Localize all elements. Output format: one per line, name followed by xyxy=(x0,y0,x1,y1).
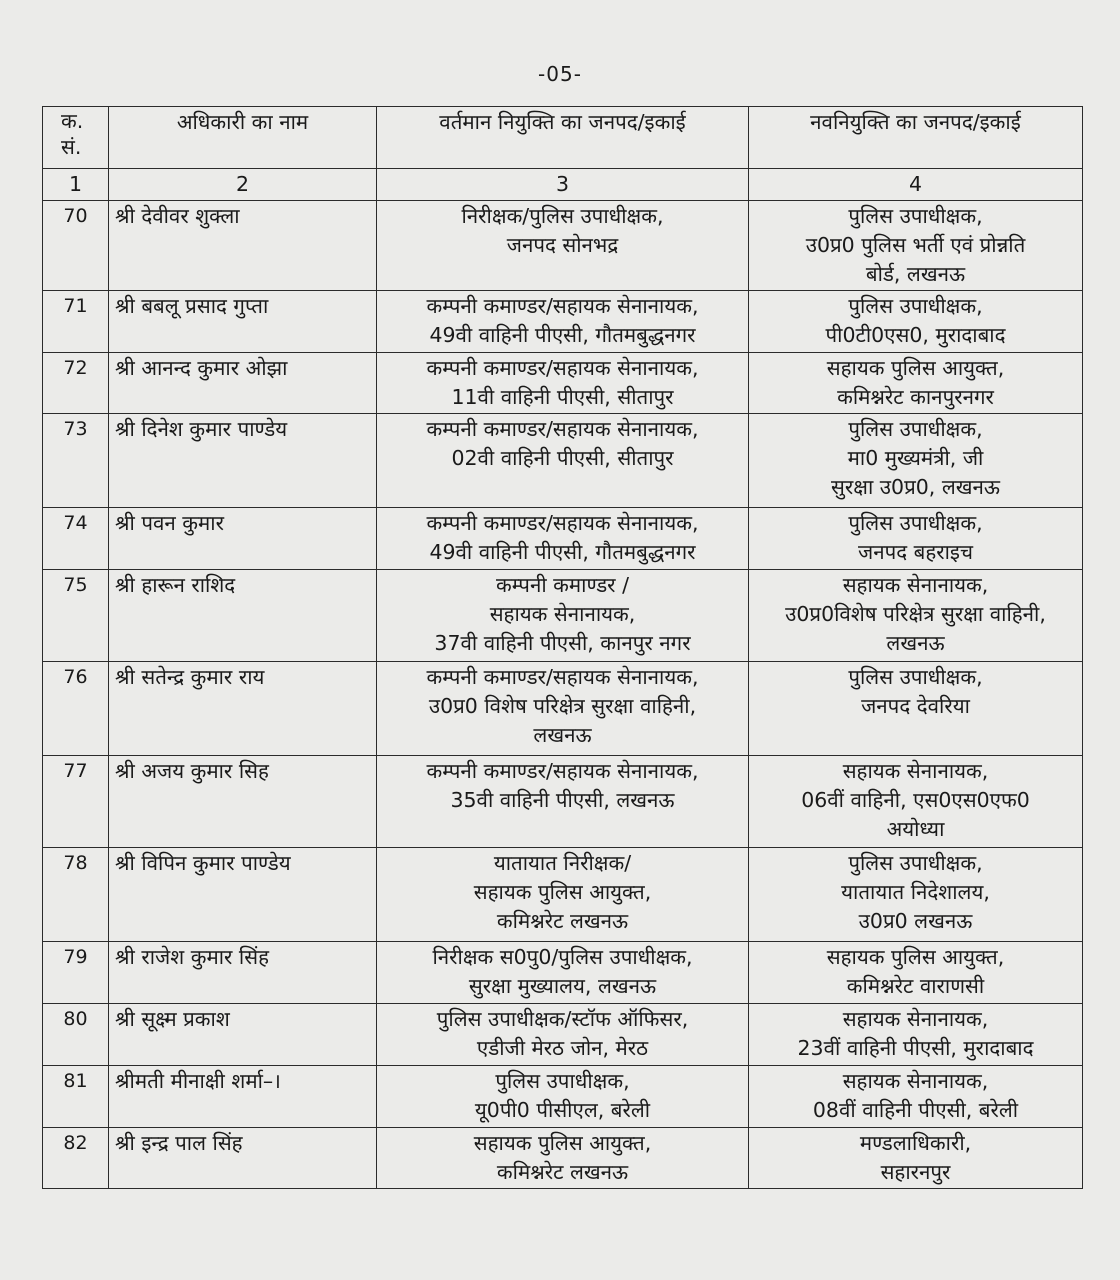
table-row xyxy=(43,942,1083,1004)
column-number: 3 xyxy=(377,169,749,201)
serial-header-line: सं. xyxy=(61,135,82,159)
current-posting-line: कम्पनी कमाण्डर/सहायक सेनानायक, xyxy=(426,417,699,441)
officer-name-cell: श्री राजेश कुमार सिंह xyxy=(109,942,377,1004)
officer-name-cell: श्री सूक्ष्म प्रकाश xyxy=(109,1004,377,1066)
current-posting-line: एडीजी मेरठ जोन, मेरठ xyxy=(476,1036,649,1060)
table-body xyxy=(43,201,1083,1189)
current-posting-line: 11वी वाहिनी पीएसी, सीतापुर xyxy=(451,385,674,409)
column-number-row xyxy=(43,169,1083,201)
new-posting-cell xyxy=(749,1128,1083,1189)
column-number: 4 xyxy=(749,169,1083,201)
table-row xyxy=(43,291,1083,353)
serial-number-cell: 82 xyxy=(43,1128,109,1189)
current-posting-line: 35वी वाहिनी पीएसी, लखनऊ xyxy=(450,788,675,812)
posting-table xyxy=(42,106,1083,1189)
new-posting-line: सहायक सेनानायक, xyxy=(842,1069,989,1093)
new-posting-line: मा0 मुख्यमंत्री, जी xyxy=(847,446,984,470)
new-posting-cell xyxy=(749,508,1083,570)
serial-number-cell: 71 xyxy=(43,291,109,353)
new-posting-cell xyxy=(749,570,1083,662)
table-row xyxy=(43,201,1083,291)
table-row xyxy=(43,756,1083,848)
new-posting-line: सहायक सेनानायक, xyxy=(842,573,989,597)
new-posting-line: सहारनपुर xyxy=(880,1160,951,1184)
current-posting-line: उ0प्र0 विशेष परिक्षेत्र सुरक्षा वाहिनी, xyxy=(428,694,697,718)
new-posting-line: जनपद देवरिया xyxy=(861,694,970,718)
current-posting-cell xyxy=(377,1004,749,1066)
new-posting-line: मण्डलाधिकारी, xyxy=(859,1131,972,1155)
new-posting-header: नवनियुक्ति का जनपद/इकाई xyxy=(749,107,1083,169)
serial-number-cell: 79 xyxy=(43,942,109,1004)
current-posting-line: कम्पनी कमाण्डर / xyxy=(496,573,629,597)
new-posting-cell xyxy=(749,1066,1083,1128)
new-posting-line: सहायक पुलिस आयुक्त, xyxy=(826,945,1005,969)
officer-name-cell: श्री आनन्द कुमार ओझा xyxy=(109,353,377,414)
table-row xyxy=(43,662,1083,756)
new-posting-line: कमिश्नरेट वाराणसी xyxy=(846,974,985,998)
current-posting-cell xyxy=(377,570,749,662)
current-posting-line: 49वी वाहिनी पीएसी, गौतमबुद्धनगर xyxy=(429,540,696,564)
serial-header-line: क. xyxy=(61,109,84,133)
current-posting-line: पुलिस उपाधीक्षक, xyxy=(495,1069,630,1093)
current-posting-cell xyxy=(377,662,749,756)
new-posting-line: सहायक सेनानायक, xyxy=(842,759,989,783)
new-posting-cell xyxy=(749,353,1083,414)
new-posting-line: पुलिस उपाधीक्षक, xyxy=(848,665,983,689)
new-posting-line: 06वीं वाहिनी, एस0एस0एफ0 xyxy=(801,788,1030,812)
new-posting-line: पुलिस उपाधीक्षक, xyxy=(848,204,983,228)
table-row xyxy=(43,848,1083,942)
current-posting-line: यातायात निरीक्षक/ xyxy=(493,851,632,875)
new-posting-line: अयोध्या xyxy=(886,817,945,841)
current-posting-line: कम्पनी कमाण्डर/सहायक सेनानायक, xyxy=(426,759,699,783)
serial-number-cell: 80 xyxy=(43,1004,109,1066)
new-posting-line: लखनऊ xyxy=(886,631,945,655)
current-posting-line: निरीक्षक स0पु0/पुलिस उपाधीक्षक, xyxy=(432,945,693,969)
current-posting-line: सहायक पुलिस आयुक्त, xyxy=(473,880,652,904)
current-posting-cell xyxy=(377,756,749,848)
table-row xyxy=(43,570,1083,662)
header-row xyxy=(43,107,1083,169)
officer-name-header: अधिकारी का नाम xyxy=(109,107,377,169)
current-posting-line: पुलिस उपाधीक्षक/स्टॉफ ऑफिसर, xyxy=(436,1007,689,1031)
current-posting-cell xyxy=(377,848,749,942)
current-posting-line: कम्पनी कमाण्डर/सहायक सेनानायक, xyxy=(426,294,699,318)
officer-name-cell: श्री पवन कुमार xyxy=(109,508,377,570)
officer-name-cell: श्री बबलू प्रसाद गुप्ता xyxy=(109,291,377,353)
serial-number-cell: 77 xyxy=(43,756,109,848)
new-posting-line: यातायात निदेशालय, xyxy=(841,880,990,904)
current-posting-cell xyxy=(377,942,749,1004)
officer-name-cell: श्री इन्द्र पाल सिंह xyxy=(109,1128,377,1189)
serial-number-cell: 70 xyxy=(43,201,109,291)
new-posting-line: उ0प्र0विशेष परिक्षेत्र सुरक्षा वाहिनी, xyxy=(785,602,1046,626)
current-posting-cell xyxy=(377,508,749,570)
current-posting-cell xyxy=(377,1128,749,1189)
new-posting-cell xyxy=(749,942,1083,1004)
current-posting-line: 37वी वाहिनी पीएसी, कानपुर नगर xyxy=(434,631,691,655)
serial-number-header xyxy=(43,107,109,169)
serial-number-cell: 72 xyxy=(43,353,109,414)
new-posting-line: सुरक्षा उ0प्र0, लखनऊ xyxy=(831,475,1000,499)
table-row xyxy=(43,1004,1083,1066)
new-posting-line: जनपद बहराइच xyxy=(857,540,973,564)
serial-number-cell: 76 xyxy=(43,662,109,756)
current-posting-line: निरीक्षक/पुलिस उपाधीक्षक, xyxy=(461,204,664,228)
new-posting-cell xyxy=(749,414,1083,508)
table-row xyxy=(43,1128,1083,1189)
serial-number-cell: 78 xyxy=(43,848,109,942)
current-posting-line: कम्पनी कमाण्डर/सहायक सेनानायक, xyxy=(426,511,699,535)
current-posting-line: 49वी वाहिनी पीएसी, गौतमबुद्धनगर xyxy=(429,323,696,347)
current-posting-line: कम्पनी कमाण्डर/सहायक सेनानायक, xyxy=(426,356,699,380)
officer-name-cell: श्री दिनेश कुमार पाण्डेय xyxy=(109,414,377,508)
current-posting-line: सहायक पुलिस आयुक्त, xyxy=(473,1131,652,1155)
current-posting-line: कमिश्नरेट लखनऊ xyxy=(496,909,629,933)
new-posting-cell xyxy=(749,848,1083,942)
current-posting-line: 02वी वाहिनी पीएसी, सीतापुर xyxy=(451,446,674,470)
current-posting-cell xyxy=(377,353,749,414)
current-posting-cell xyxy=(377,414,749,508)
new-posting-line: उ0प्र0 लखनऊ xyxy=(858,909,973,933)
current-posting-line: जनपद सोनभद्र xyxy=(506,233,619,257)
table-row xyxy=(43,1066,1083,1128)
new-posting-line: पुलिस उपाधीक्षक, xyxy=(848,851,983,875)
table-row xyxy=(43,508,1083,570)
new-posting-line: 08वीं वाहिनी पीएसी, बरेली xyxy=(812,1098,1019,1122)
page-number: -05- xyxy=(538,62,582,86)
current-posting-cell xyxy=(377,291,749,353)
new-posting-cell xyxy=(749,201,1083,291)
new-posting-cell xyxy=(749,291,1083,353)
serial-number-cell: 73 xyxy=(43,414,109,508)
officer-name-cell: श्री देवीवर शुक्ला xyxy=(109,201,377,291)
current-posting-cell xyxy=(377,201,749,291)
current-posting-line: कम्पनी कमाण्डर/सहायक सेनानायक, xyxy=(426,665,699,689)
current-posting-line: कमिश्नरेट लखनऊ xyxy=(496,1160,629,1184)
column-number: 1 xyxy=(43,169,109,201)
new-posting-line: बोर्ड, लखनऊ xyxy=(865,262,966,286)
serial-number-cell: 81 xyxy=(43,1066,109,1128)
table-row xyxy=(43,353,1083,414)
new-posting-line: पी0टी0एस0, मुरादाबाद xyxy=(825,323,1006,347)
serial-number-cell: 75 xyxy=(43,570,109,662)
new-posting-line: कमिश्नरेट कानपुरनगर xyxy=(837,385,994,409)
officer-name-cell: श्रीमती मीनाक्षी शर्मा–। xyxy=(109,1066,377,1128)
current-posting-header: वर्तमान नियुक्ति का जनपद/इकाई xyxy=(377,107,749,169)
officer-name-cell: श्री हारून राशिद xyxy=(109,570,377,662)
current-posting-line: सहायक सेनानायक, xyxy=(489,602,636,626)
table-row xyxy=(43,414,1083,508)
new-posting-cell xyxy=(749,756,1083,848)
new-posting-line: 23वीं वाहिनी पीएसी, मुरादाबाद xyxy=(797,1036,1034,1060)
column-number: 2 xyxy=(109,169,377,201)
current-posting-line: यू0पी0 पीसीएल, बरेली xyxy=(474,1098,651,1122)
new-posting-line: पुलिस उपाधीक्षक, xyxy=(848,511,983,535)
new-posting-cell xyxy=(749,1004,1083,1066)
officer-name-cell: श्री विपिन कुमार पाण्डेय xyxy=(109,848,377,942)
current-posting-cell xyxy=(377,1066,749,1128)
new-posting-line: उ0प्र0 पुलिस भर्ती एवं प्रोन्नति xyxy=(805,233,1026,257)
current-posting-line: सुरक्षा मुख्यालय, लखनऊ xyxy=(468,974,657,998)
officer-name-cell: श्री अजय कुमार सिह xyxy=(109,756,377,848)
serial-number-cell: 74 xyxy=(43,508,109,570)
new-posting-line: पुलिस उपाधीक्षक, xyxy=(848,294,983,318)
new-posting-cell xyxy=(749,662,1083,756)
officer-name-cell: श्री सतेन्द्र कुमार राय xyxy=(109,662,377,756)
current-posting-line: लखनऊ xyxy=(533,723,592,747)
new-posting-line: सहायक पुलिस आयुक्त, xyxy=(826,356,1005,380)
new-posting-line: सहायक सेनानायक, xyxy=(842,1007,989,1031)
new-posting-line: पुलिस उपाधीक्षक, xyxy=(848,417,983,441)
